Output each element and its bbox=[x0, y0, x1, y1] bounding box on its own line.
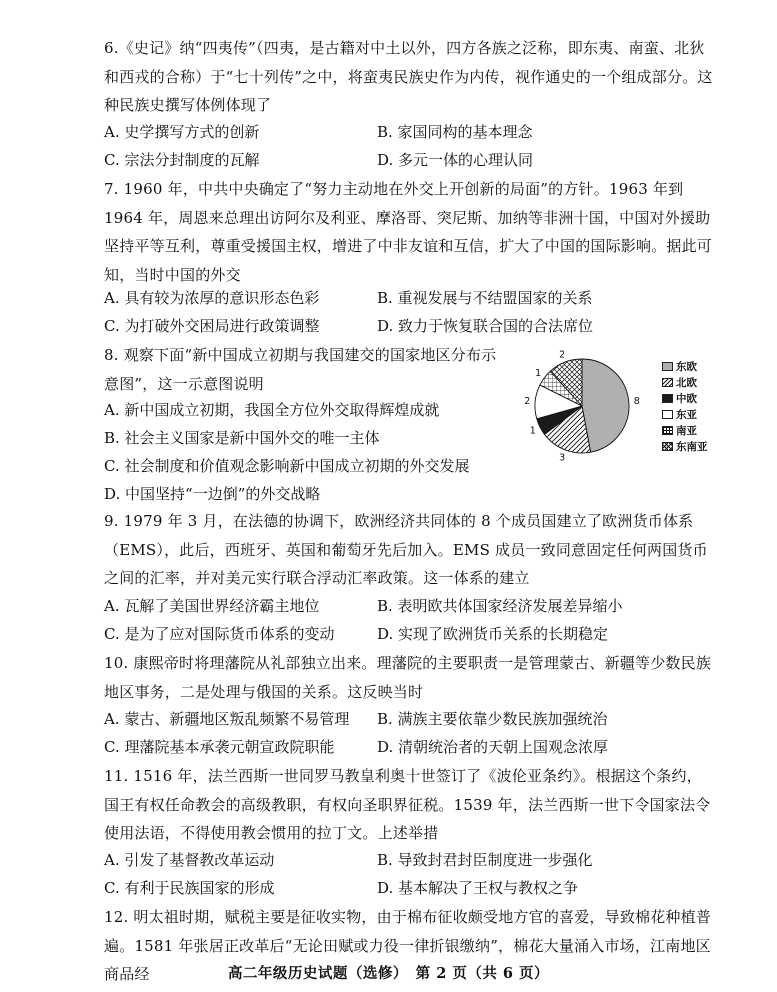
question-6-stem: 6.《史记》纳“四夷传”（四夷，是古籍对中土以外，四方各族之泛称，即东夷、南蛮、北狄和西戎的合称）于“七十列传”之中，将蛮夷民族史作为内传，视作通史的一个组成部分。这种民族史撰写体例体现了 bbox=[104, 39, 713, 114]
question-9-option-a: A. 瓦解了美国世界经济霸主地位 bbox=[104, 597, 320, 615]
question-8-option-a: A. 新中国成立初期，我国全方位外交取得辉煌成就 bbox=[104, 401, 440, 419]
question-10-option-a: A. 蒙古、新疆地区叛乱频繁不易管理 bbox=[104, 710, 350, 728]
pie-value-label: 1 bbox=[529, 425, 536, 437]
pie-value-label: 3 bbox=[559, 452, 566, 464]
page-footer: 高二年级历史试题（选修） 第 2 页（共 6 页） bbox=[227, 965, 550, 982]
question-9-option-b: B. 表明欧共体国家经济发展差异缩小 bbox=[377, 597, 623, 615]
question-6-option-b: B. 家国同构的基本理念 bbox=[377, 123, 533, 141]
question-9-option-c: C. 是为了应对国际货币体系的变动 bbox=[104, 625, 335, 643]
question-7-option-b: B. 重视发展与不结盟国家的关系 bbox=[377, 289, 593, 307]
question-10-option-d: D. 清朝统治者的天朝上国观念浓厚 bbox=[377, 738, 609, 756]
question-9-stem: 9. 1979 年 3 月，在法德的协调下，欧洲经济共同体的 8 个成员国建立了欧洲货币体系（EMS），此后，西班牙、英国和葡萄牙先后加入。EMS 成员一致同意固定任何两国货币之间的汇率，并对美元实行联合浮动汇率政策。这一体系的建立 bbox=[104, 512, 708, 587]
legend-label: 东亚 bbox=[676, 409, 697, 421]
pie-value-label: 2 bbox=[524, 395, 531, 407]
legend-swatch bbox=[662, 378, 673, 387]
question-12-stem: 12. 明太祖时期，赋税主要是征收实物，由于棉布征收颇受地方官的喜爱，导致棉花种植普遍。1581 年张居正改革后“无论田赋或力役一律折银缴纳”，棉花大量涌入市场，江南地区商品经 bbox=[104, 908, 712, 983]
question-7-option-a: A. 具有较为浓厚的意识形态色彩 bbox=[104, 289, 320, 307]
legend-item bbox=[662, 440, 708, 454]
pie-value-label: 1 bbox=[535, 367, 542, 379]
legend-item bbox=[662, 392, 697, 406]
legend-swatch bbox=[662, 442, 673, 451]
question-6-option-c: C. 宗法分封制度的瓦解 bbox=[104, 151, 260, 169]
pie-chart bbox=[512, 342, 717, 470]
pie-value-label: 2 bbox=[559, 349, 566, 361]
legend-label: 南亚 bbox=[676, 425, 697, 437]
question-11-stem: 11. 1516 年，法兰西斯一世同罗马教皇利奥十世签订了《波伦亚条约》。根据这个条约，国王有权任命教会的高级教职，有权向圣职界征税。1539 年，法兰西斯一世下令国家法令使用法语，不得使用教会惯用的拉丁文。上述举措 bbox=[104, 767, 711, 842]
question-11-option-d: D. 基本解决了王权与教权之争 bbox=[377, 879, 579, 897]
question-10-option-b: B. 满族主要依靠少数民族加强统治 bbox=[377, 710, 608, 728]
legend-item bbox=[662, 408, 697, 422]
pie-chart-svg bbox=[512, 342, 662, 470]
question-11-option-a: A. 引发了基督教改革运动 bbox=[104, 851, 275, 869]
question-8-stem: 8. 观察下面“新中国成立初期与我国建交的国家地区分布示意图”，这一示意图说明 bbox=[104, 346, 497, 393]
question-8-option-c: C. 社会制度和价值观念影响新中国成立初期的外交发展 bbox=[104, 457, 470, 475]
question-10-option-c: C. 理藩院基本承袭元朝宣政院职能 bbox=[104, 738, 335, 756]
question-11-option-c: C. 有利于民族国家的形成 bbox=[104, 879, 275, 897]
question-7-option-c: C. 为打破外交困局进行政策调整 bbox=[104, 317, 320, 335]
pie-slice-东欧 bbox=[582, 359, 629, 452]
question-8-option-b: B. 社会主义国家是新中国外交的唯一主体 bbox=[104, 429, 380, 447]
legend-swatch bbox=[662, 410, 673, 419]
legend-label: 北欧 bbox=[676, 377, 697, 389]
legend-swatch bbox=[662, 426, 673, 435]
question-6-option-d: D. 多元一体的心理认同 bbox=[377, 151, 534, 169]
legend-swatch bbox=[662, 394, 673, 403]
legend-label: 东欧 bbox=[676, 361, 697, 373]
question-7-option-d: D. 致力于恢复联合国的合法席位 bbox=[377, 317, 594, 335]
question-6-option-a: A. 史学撰写方式的创新 bbox=[104, 123, 260, 141]
legend-item bbox=[662, 424, 697, 438]
question-8-option-d: D. 中国坚持“一边倒”的外交战略 bbox=[104, 485, 321, 503]
question-7-stem: 7. 1960 年，中共中央确定了“努力主动地在外交上开创新的局面”的方针。1963 年到 1964 年，周恩来总理出访阿尔及利亚、摩洛哥、突尼斯、加纳等非洲十国，中国对外援助坚持平等互利，尊重受援国主权，增进了中非友谊和互信，扩大了中国的国际影响。据此可知，当时中国的外交 bbox=[104, 180, 713, 284]
legend-label: 东南亚 bbox=[676, 441, 708, 453]
legend-label: 中欧 bbox=[676, 393, 697, 405]
question-9-option-d: D. 实现了欧洲货币关系的长期稳定 bbox=[377, 625, 609, 643]
legend-swatch bbox=[662, 362, 673, 371]
legend-item bbox=[662, 376, 697, 390]
question-10-stem: 10. 康熙帝时将理藩院从礼部独立出来。理藩院的主要职责一是管理蒙古、新疆等少数民族地区事务，二是处理与俄国的关系。这反映当时 bbox=[104, 654, 712, 701]
pie-value-label: 8 bbox=[633, 395, 640, 407]
question-11-option-b: B. 导致封君封臣制度进一步强化 bbox=[377, 851, 593, 869]
legend-item bbox=[662, 360, 697, 374]
